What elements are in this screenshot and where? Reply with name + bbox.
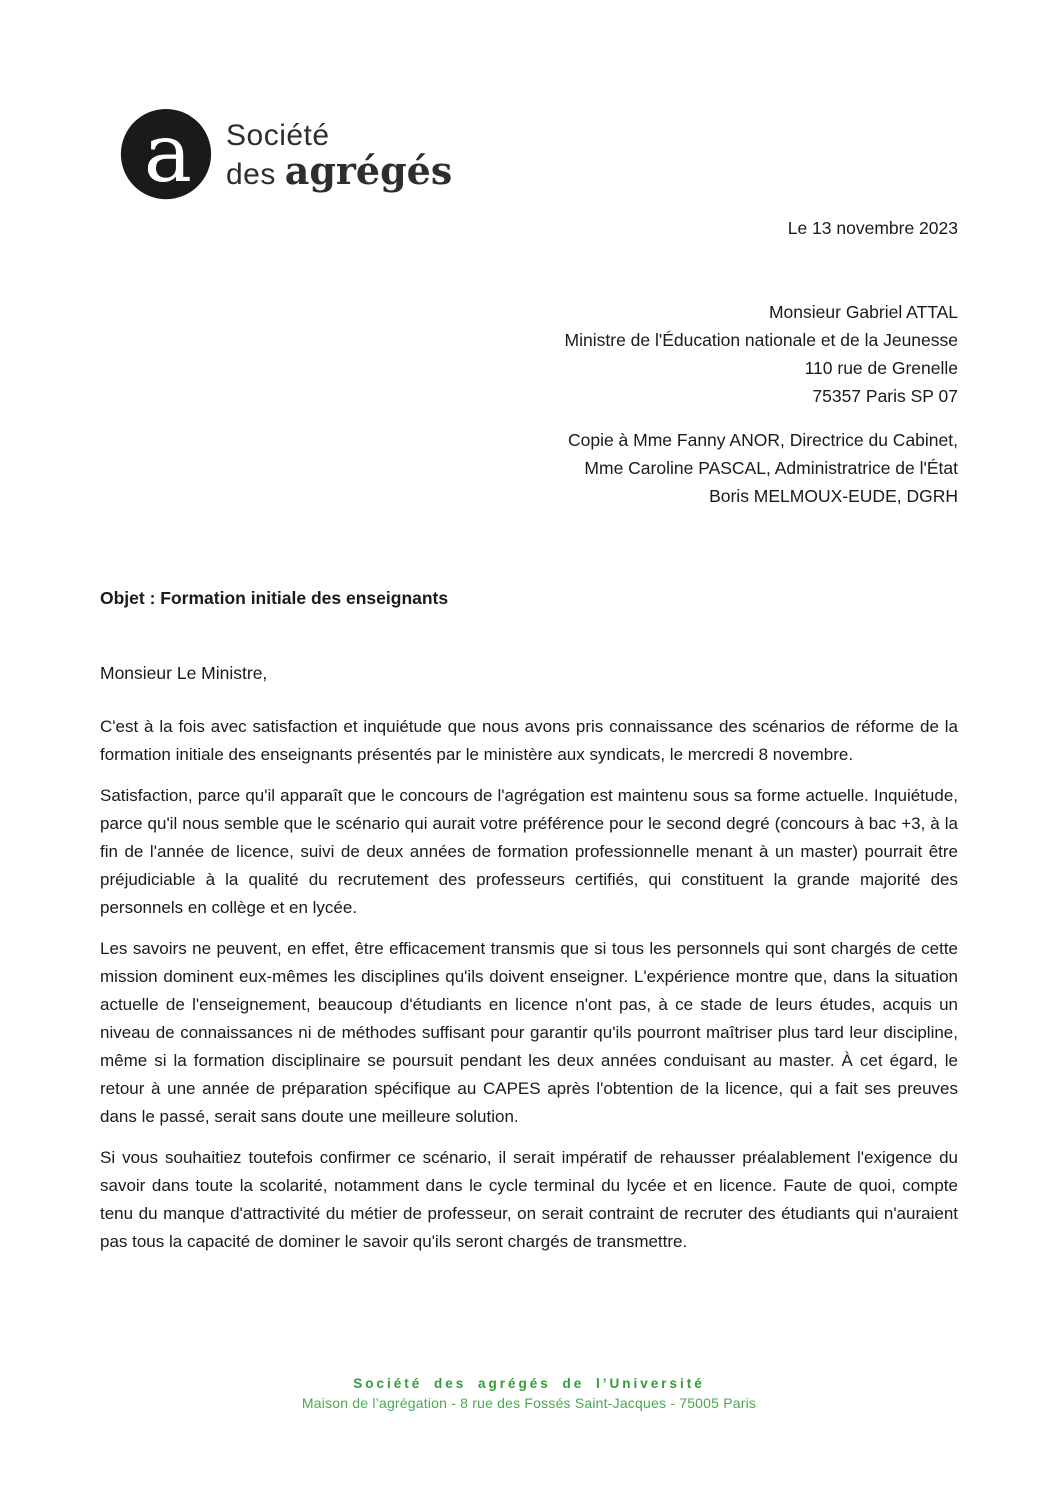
svg-text:a: a [143, 108, 192, 201]
salutation: Monsieur Le Ministre, [100, 663, 268, 683]
body-paragraph: Les savoirs ne peuvent, en effet, être efficacement transmis que si tous les personnels qui sont chargés de cette mission dominent eux-mêmes les disciplines qu'ils doivent enseigner. L'expérience montre que, dans la situation actuelle de l'enseignement, beaucoup d'étudiants en licence n'ont pas, à ce stade de leurs études, acquis un niveau de connaissances ni de méthodes suffisant pour garantir qu'ils pourront maîtriser plus tard leur discipline, même si la formation disciplinaire se poursuit pendant les deux années conduisant au master. À cet égard, le retour à une année de préparation spécifique au CAPES après l'obtention de la licence, qui a fait ses preuves dans le passé, serait sans doute une meilleure solution. [100, 939, 958, 1126]
footer-org-name: Société des agrégés de l’Université [353, 1376, 705, 1391]
copy-line: Copie à Mme Fanny ANOR, Directrice du Cabinet, [567, 430, 958, 450]
logo-line2: des agrégés [226, 147, 453, 193]
subject-line: Objet : Formation initiale des enseignants [100, 588, 449, 608]
letter-body [100, 713, 958, 1269]
recipient-address [565, 298, 958, 410]
logo-a-icon [118, 108, 214, 204]
letter-date: Le 13 novembre 2023 [787, 218, 958, 238]
recipient-street: 110 rue de Grenelle [804, 358, 958, 378]
copy-line: Mme Caroline PASCAL, Administratrice de l'État [584, 458, 958, 478]
footer-address: Maison de l’agrégation - 8 rue des Fossés Saint-Jacques - 75005 Paris [301, 1395, 757, 1411]
logo-wordmark [226, 119, 453, 193]
body-paragraph: Si vous souhaitiez toutefois confirmer ce scénario, il serait impératif de rehausser préalablement l'exigence du savoir dans toute la scolarité, notamment dans le cycle terminal du lycée et en licence. Faute de quoi, compte tenu du manque d'attractivité du métier de professeur, on serait contraint de recruter des étudiants qui n'auraient pas tous la capacité de dominer le savoir qu'ils seront chargés de transmettre. [100, 1148, 958, 1251]
copy-to-block [568, 426, 958, 510]
footer [0, 1376, 1058, 1411]
recipient-city: 75357 Paris SP 07 [812, 386, 958, 406]
copy-line: Boris MELMOUX-EUDE, DGRH [709, 486, 958, 506]
logo-line1: Société [226, 119, 330, 153]
recipient-title: Ministre de l'Éducation nationale et de la Jeunesse [564, 330, 958, 350]
body-paragraph: Satisfaction, parce qu'il apparaît que le concours de l'agrégation est maintenu sous sa forme actuelle. Inquiétude, parce qu'il nous semble que le scénario qui aurait votre préférence pour le second degré (concours à bac +3, à la fin de l'année de licence, suivi de deux années de formation professionnelle menant à un master) pourrait être préjudiciable à la qualité du recrutement des professeurs certifiés, qui constituent la grande majorité des personnels en collège et en lycée. [100, 786, 958, 917]
logo-brand-word: agrégés [284, 147, 453, 193]
body-paragraph: C'est à la fois avec satisfaction et inquiétude que nous avons pris connaissance des scénarios de réforme de la formation initiale des enseignants présentés par le ministère aux syndicats, le mercredi 8 novembre. [100, 717, 958, 764]
recipient-name: Monsieur Gabriel ATTAL [768, 302, 958, 322]
org-logo [118, 108, 452, 204]
